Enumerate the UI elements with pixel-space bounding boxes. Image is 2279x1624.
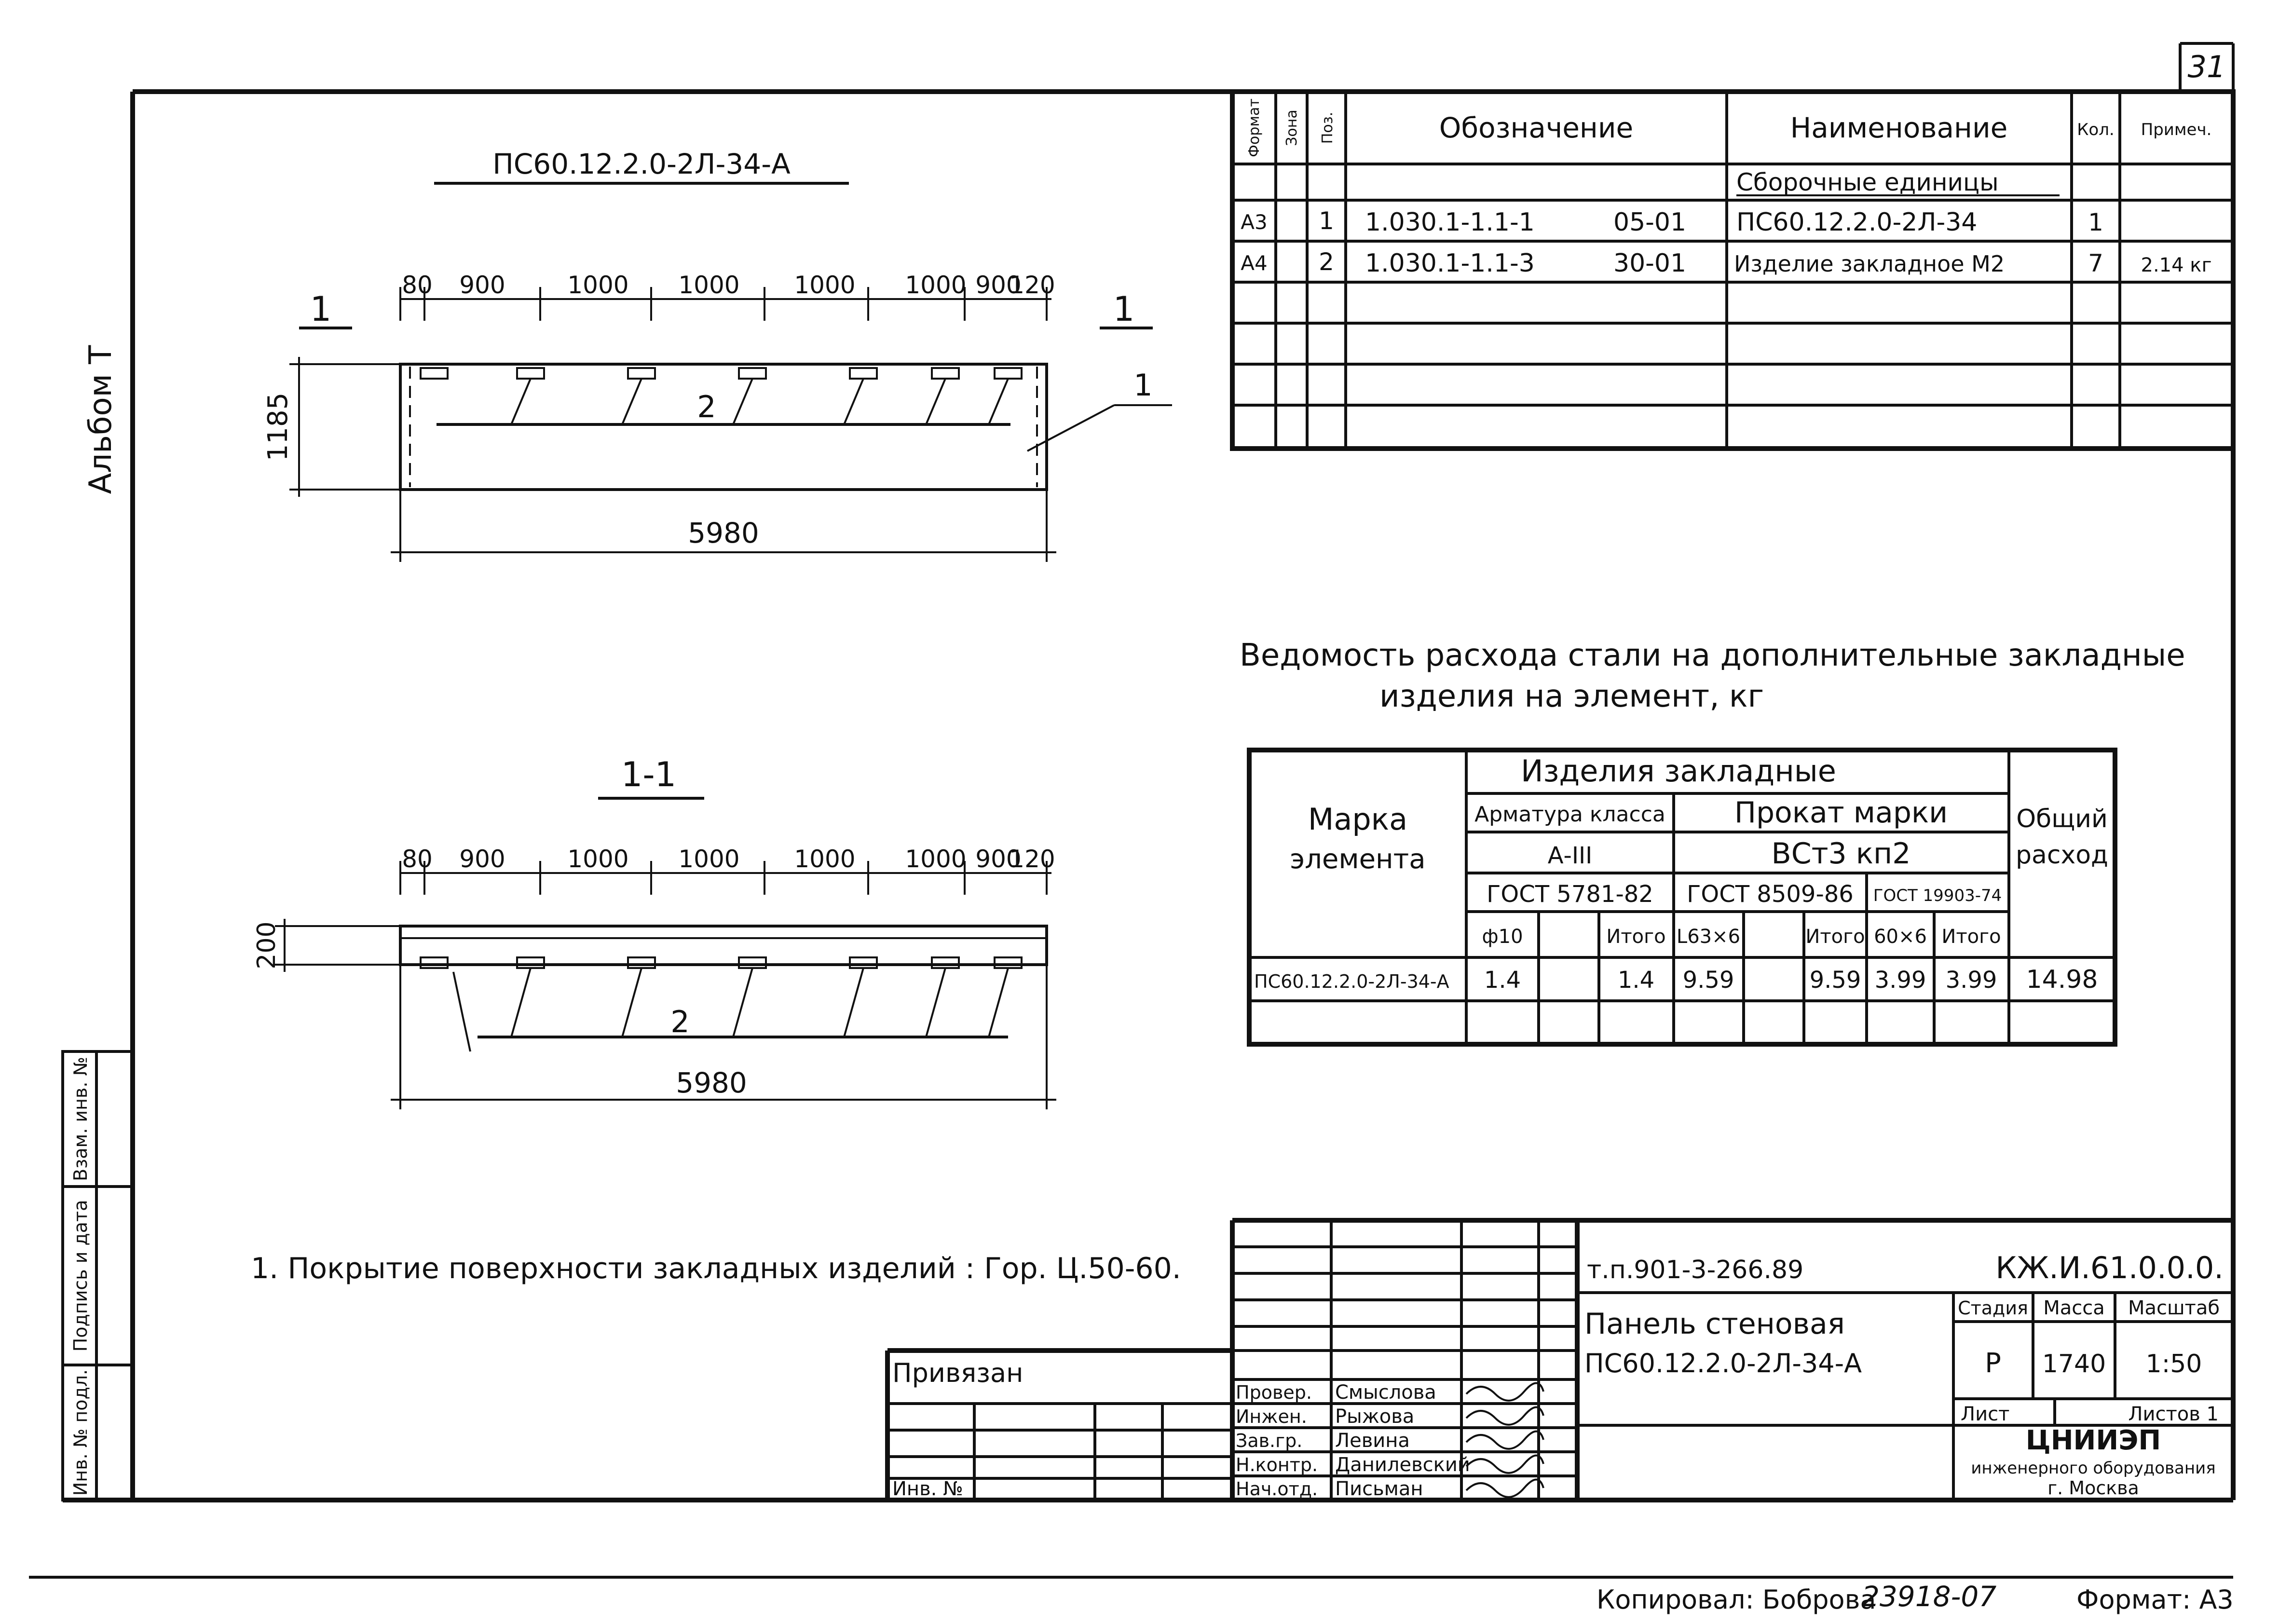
section-embedded-part — [850, 957, 877, 968]
spec-row-2-format: А4 — [1241, 251, 1268, 275]
spec-row-1-designation: 1.030.1-1.1-1 — [1365, 208, 1535, 237]
spec-row-2-name: Изделие закладное М2 — [1734, 251, 2005, 277]
steel-value: 3.99 — [1874, 967, 1926, 994]
plan-embedded-part — [628, 368, 655, 379]
role-title: Н.контр. — [1236, 1454, 1318, 1475]
plan-embedded-part — [995, 368, 1022, 379]
spec-header-pos: Поз. — [1319, 111, 1336, 144]
plan-embedded-part — [932, 368, 959, 379]
plan-view — [262, 148, 1172, 562]
plan-anchor-rod — [511, 379, 531, 424]
role-title: Провер. — [1236, 1382, 1312, 1403]
section-embedded-part — [995, 957, 1022, 968]
section-dim-label: 900 — [975, 845, 1022, 873]
format-label: Формат: А3 — [2076, 1584, 2234, 1615]
section-dim-label: 1000 — [905, 845, 967, 873]
doc-title-line1: Панель стеновая — [1584, 1307, 1845, 1341]
steel-gost-3: ГОСТ 19903-74 — [1873, 886, 2002, 905]
steel-value: 1.4 — [1484, 967, 1521, 994]
section-view — [252, 755, 1056, 1109]
order-number: 23918-07 — [1862, 1580, 1997, 1613]
steel-gost-1: ГОСТ 5781-82 — [1487, 881, 1653, 908]
album-label: Альбом Т — [83, 345, 119, 494]
plan-dim-label: 1000 — [567, 271, 629, 299]
section-anchor-rod — [926, 968, 945, 1037]
steel-subheader: Итого — [1606, 926, 1666, 948]
section-embedded-part — [421, 957, 448, 968]
steel-header-izdelia: Изделия закладные — [1521, 753, 1836, 789]
steel-table-title-2: изделия на элемент, кг — [1379, 679, 1764, 714]
plan-label-item-2: 2 — [697, 389, 716, 424]
section-anchor-rod — [511, 968, 531, 1037]
steel-value: 9.59 — [1682, 967, 1734, 994]
spec-row-2-note: 2.14 кг — [2141, 254, 2212, 276]
doc-code: т.п.901-3-266.89 — [1587, 1256, 1804, 1284]
section-dim-label: 120 — [1009, 845, 1055, 873]
plan-length-dim: 5980 — [688, 517, 759, 549]
role-name: Рыжова — [1335, 1406, 1415, 1428]
binding-block — [887, 1351, 1232, 1500]
steel-header-total-line2: расход — [2015, 841, 2109, 870]
section-anchor-rod — [989, 968, 1008, 1037]
org-city: г. Москва — [2047, 1477, 2139, 1499]
steel-row-total: 14.98 — [2026, 965, 2098, 994]
role-name: Данилевский — [1335, 1454, 1470, 1476]
section-anchor-rod — [733, 968, 752, 1037]
scale-value: 1:50 — [2145, 1350, 2202, 1378]
steel-subheader: 60×6 — [1874, 926, 1927, 948]
role-title: Зав.гр. — [1236, 1430, 1303, 1451]
section-embedded-part — [932, 957, 959, 968]
section-embedded-part — [517, 957, 544, 968]
steel-header-armatura: Арматура класса — [1474, 802, 1665, 827]
spec-row-2-qty: 7 — [2088, 249, 2103, 277]
sheets-label: Листов 1 — [2128, 1403, 2219, 1425]
org-name: ЦНИИЭП — [2025, 1425, 2161, 1456]
steel-header-marka-line2: элемента — [1290, 844, 1426, 875]
plan-dim-label: 1000 — [678, 271, 740, 299]
org-dept: инженерного оборудования — [1971, 1459, 2216, 1478]
plan-embedded-part — [739, 368, 766, 379]
steel-table-title-1: Ведомость расхода стали на дополнительные закладные — [1240, 638, 2185, 673]
steel-header-total: Общий — [2016, 805, 2108, 833]
steel-header-prokat: Прокат марки — [1734, 796, 1948, 830]
steel-header-marka: Марка — [1308, 802, 1408, 837]
section-view-title: 1-1 — [621, 755, 677, 794]
spec-header-name: Наименование — [1790, 111, 2008, 144]
role-name: Письман — [1335, 1478, 1423, 1500]
spec-row-1-qty: 1 — [2088, 208, 2103, 236]
steel-header-armatura-class: А-III — [1547, 842, 1593, 869]
doc-mark: КЖ.И.61.0.0.0. — [1995, 1250, 2224, 1285]
side-stamp-sign: Подпись и дата — [70, 1200, 91, 1352]
spec-row-2-designation: 1.030.1-1.1-3 — [1365, 249, 1535, 278]
spec-table — [1232, 92, 2233, 449]
spec-row-1-name: ПС60.12.2.0-2Л-34 — [1736, 208, 1978, 237]
section-embedded-part — [739, 957, 766, 968]
steel-subheader: L63×6 — [1676, 926, 1741, 948]
section-dim-label: 1000 — [794, 845, 856, 873]
plan-embedded-part — [517, 368, 544, 379]
steel-row-marka: ПС60.12.2.0-2Л-34-А — [1254, 971, 1449, 992]
plan-dim-label: 900 — [459, 271, 505, 299]
footer — [1597, 1580, 2234, 1615]
plan-embedded-part — [850, 368, 877, 379]
section-anchor-rod — [622, 968, 641, 1037]
spec-row-1-variant: 05-01 — [1613, 208, 1687, 237]
doc-title-line2: ПС60.12.2.0-2Л-34-А — [1584, 1348, 1862, 1378]
spec-header-zone: Зона — [1283, 109, 1300, 146]
steel-gost-2: ГОСТ 8509-86 — [1687, 881, 1854, 908]
signature-icon — [1466, 1383, 1543, 1401]
spec-row-1-pos: 1 — [1319, 207, 1334, 235]
steel-value: 1.4 — [1617, 967, 1655, 994]
signature-icon — [1466, 1480, 1543, 1497]
sheet-label: Лист — [1961, 1403, 2010, 1425]
steel-subheader: Итого — [1805, 926, 1865, 948]
plan-embedded-part — [421, 368, 448, 379]
plan-dim-label: 120 — [1009, 271, 1055, 299]
coating-note: 1. Покрытие поверхности закладных изделий : Гор. Ц.50-60. — [251, 1252, 1181, 1285]
side-stamp-replace: Взам. инв. № — [70, 1056, 91, 1182]
plan-dim-label: 80 — [402, 271, 433, 299]
steel-subheader: ф10 — [1482, 926, 1523, 948]
section-anchor-rod — [844, 968, 863, 1037]
steel-subheader: Итого — [1941, 926, 2001, 948]
steel-table — [1240, 638, 2185, 1044]
section-dim-label: 900 — [459, 845, 505, 873]
steel-value: 9.59 — [1809, 967, 1861, 994]
section-height-dim: 200 — [252, 921, 281, 969]
spec-section-title: Сборочные единицы — [1736, 168, 1999, 196]
plan-dim-label: 1000 — [794, 271, 856, 299]
section-dim-label: 1000 — [678, 845, 740, 873]
stage-label: Стадия — [1958, 1297, 2028, 1319]
plan-anchor-rod — [622, 379, 641, 424]
role-name: Левина — [1335, 1430, 1410, 1452]
plan-height-dim: 1185 — [262, 392, 294, 462]
sheet-number: 31 — [2187, 49, 2226, 84]
mass-label: Масса — [2043, 1297, 2105, 1319]
section-dim-label: 80 — [402, 845, 433, 873]
plan-anchor-rod — [844, 379, 863, 424]
signature-icon — [1466, 1432, 1543, 1449]
plan-anchor-rod — [733, 379, 752, 424]
mass-value: 1740 — [2042, 1350, 2106, 1378]
plan-section-mark-right: 1 — [1113, 289, 1135, 329]
plan-anchor-rod — [989, 379, 1008, 424]
spec-row-2-pos: 2 — [1319, 248, 1334, 276]
section-length-dim: 5980 — [676, 1066, 747, 1099]
spec-row-1-format: А3 — [1241, 210, 1268, 234]
scale-label: Масштаб — [2128, 1297, 2220, 1319]
title-block — [1232, 1220, 2233, 1500]
section-embedded-part — [628, 957, 655, 968]
plan-view-title: ПС60.12.2.0-2Л-34-А — [492, 148, 791, 180]
stage-value: Р — [1985, 1348, 2001, 1379]
privyazan-label: Привязан — [892, 1358, 1024, 1388]
signature-icon — [1466, 1456, 1543, 1473]
steel-value: 3.99 — [1945, 967, 1997, 994]
plan-dim-label: 900 — [975, 271, 1022, 299]
section-dim-label: 1000 — [567, 845, 629, 873]
inv-no-label: Инв. № — [892, 1478, 963, 1500]
side-stamp — [63, 1051, 133, 1500]
role-title: Инжен. — [1236, 1406, 1307, 1427]
signature-icon — [1466, 1407, 1543, 1425]
copied-by: Копировал: Боброва — [1597, 1584, 1876, 1615]
side-stamp-inv: Инв. № подл. — [70, 1369, 91, 1496]
steel-header-prokat-grade: ВСт3 кп2 — [1771, 837, 1911, 871]
role-name: Смыслова — [1335, 1381, 1436, 1404]
plan-dim-label: 1000 — [905, 271, 967, 299]
section-label-item-2: 2 — [670, 1004, 690, 1039]
plan-anchor-rod — [926, 379, 945, 424]
spec-header-format: Формат — [1246, 98, 1263, 157]
spec-header-note: Примеч. — [2141, 120, 2212, 139]
spec-header-designation: Обозначение — [1439, 111, 1634, 144]
role-title: Нач.отд. — [1236, 1478, 1318, 1500]
spec-row-2-variant: 30-01 — [1613, 249, 1687, 278]
plan-label-item-1: 1 — [1133, 368, 1153, 403]
plan-section-mark-left: 1 — [310, 289, 332, 329]
spec-header-qty: Кол. — [2077, 120, 2115, 139]
